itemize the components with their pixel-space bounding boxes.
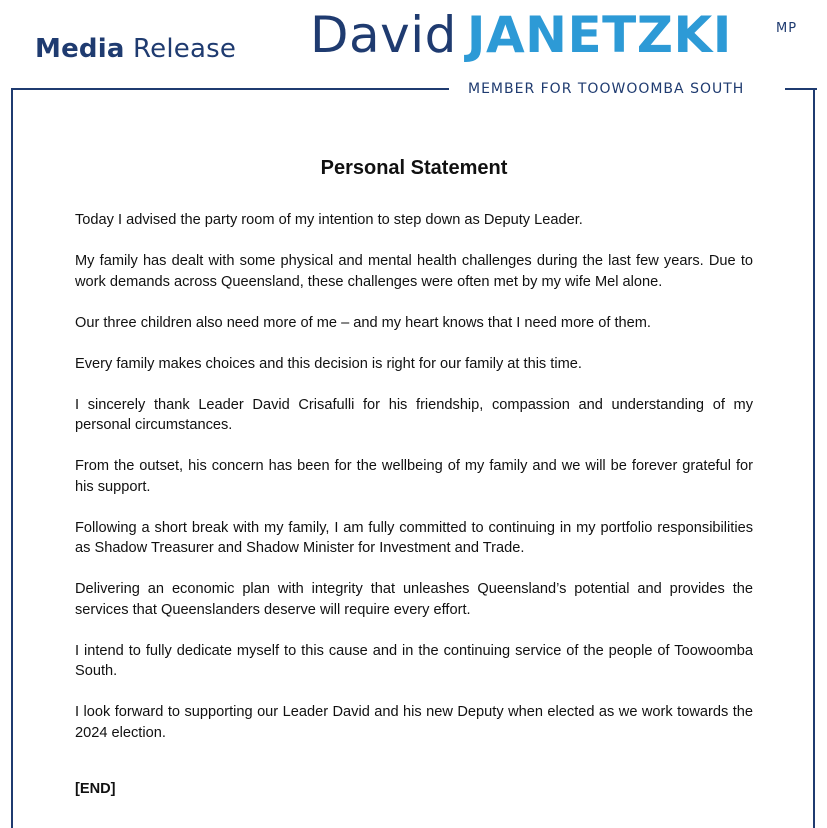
member-first-name: David	[310, 6, 457, 64]
mp-suffix: MP	[776, 21, 798, 36]
end-marker: [END]	[75, 781, 116, 797]
paragraph: Following a short break with my family, I am fully committed to continuing in my portfolio responsibilities as Shadow Treasurer and Shadow Minister for Investment and Trade.	[75, 519, 753, 556]
paragraph: Every family makes choices and this decision is right for our family at this time.	[75, 355, 582, 372]
member-electorate: MEMBER FOR TOOWOOMBA SOUTH	[468, 81, 745, 97]
statement-title: Personal Statement	[320, 157, 508, 179]
paragraph: Today I advised the party room of my intention to step down as Deputy Leader.	[75, 212, 583, 228]
member-last-name: JANETZKI	[466, 6, 732, 64]
media-release-rest: Release	[124, 34, 237, 64]
member-name-logo	[310, 6, 798, 64]
media-release-label	[35, 34, 236, 64]
paragraph: Delivering an economic plan with integrity that unleashes Queensland’s potential and provides the services that Queenslanders deserve will require every effort.	[75, 581, 753, 618]
paragraph: I intend to fully dedicate myself to this cause and in the continuing service of the people of Toowoomba South.	[75, 642, 753, 679]
paragraph: I look forward to supporting our Leader David and his new Deputy when elected as we work towards the 2024 election.	[75, 704, 753, 741]
statement-body	[75, 150, 753, 800]
media-release-bold: Media	[35, 34, 125, 64]
paragraph: My family has dealt with some physical and mental health challenges during the last few years. Due to work demands across Queensland, these challenges were often met by my wife Mel alone.	[75, 253, 753, 290]
paragraph: Our three children also need more of me – and my heart knows that I need more of them.	[75, 314, 651, 331]
paragraph: I sincerely thank Leader David Crisafulli for his friendship, compassion and understanding of my personal circumstances.	[75, 396, 753, 433]
paragraph: From the outset, his concern has been for the wellbeing of my family and we will be forever grateful for his support.	[75, 458, 753, 495]
